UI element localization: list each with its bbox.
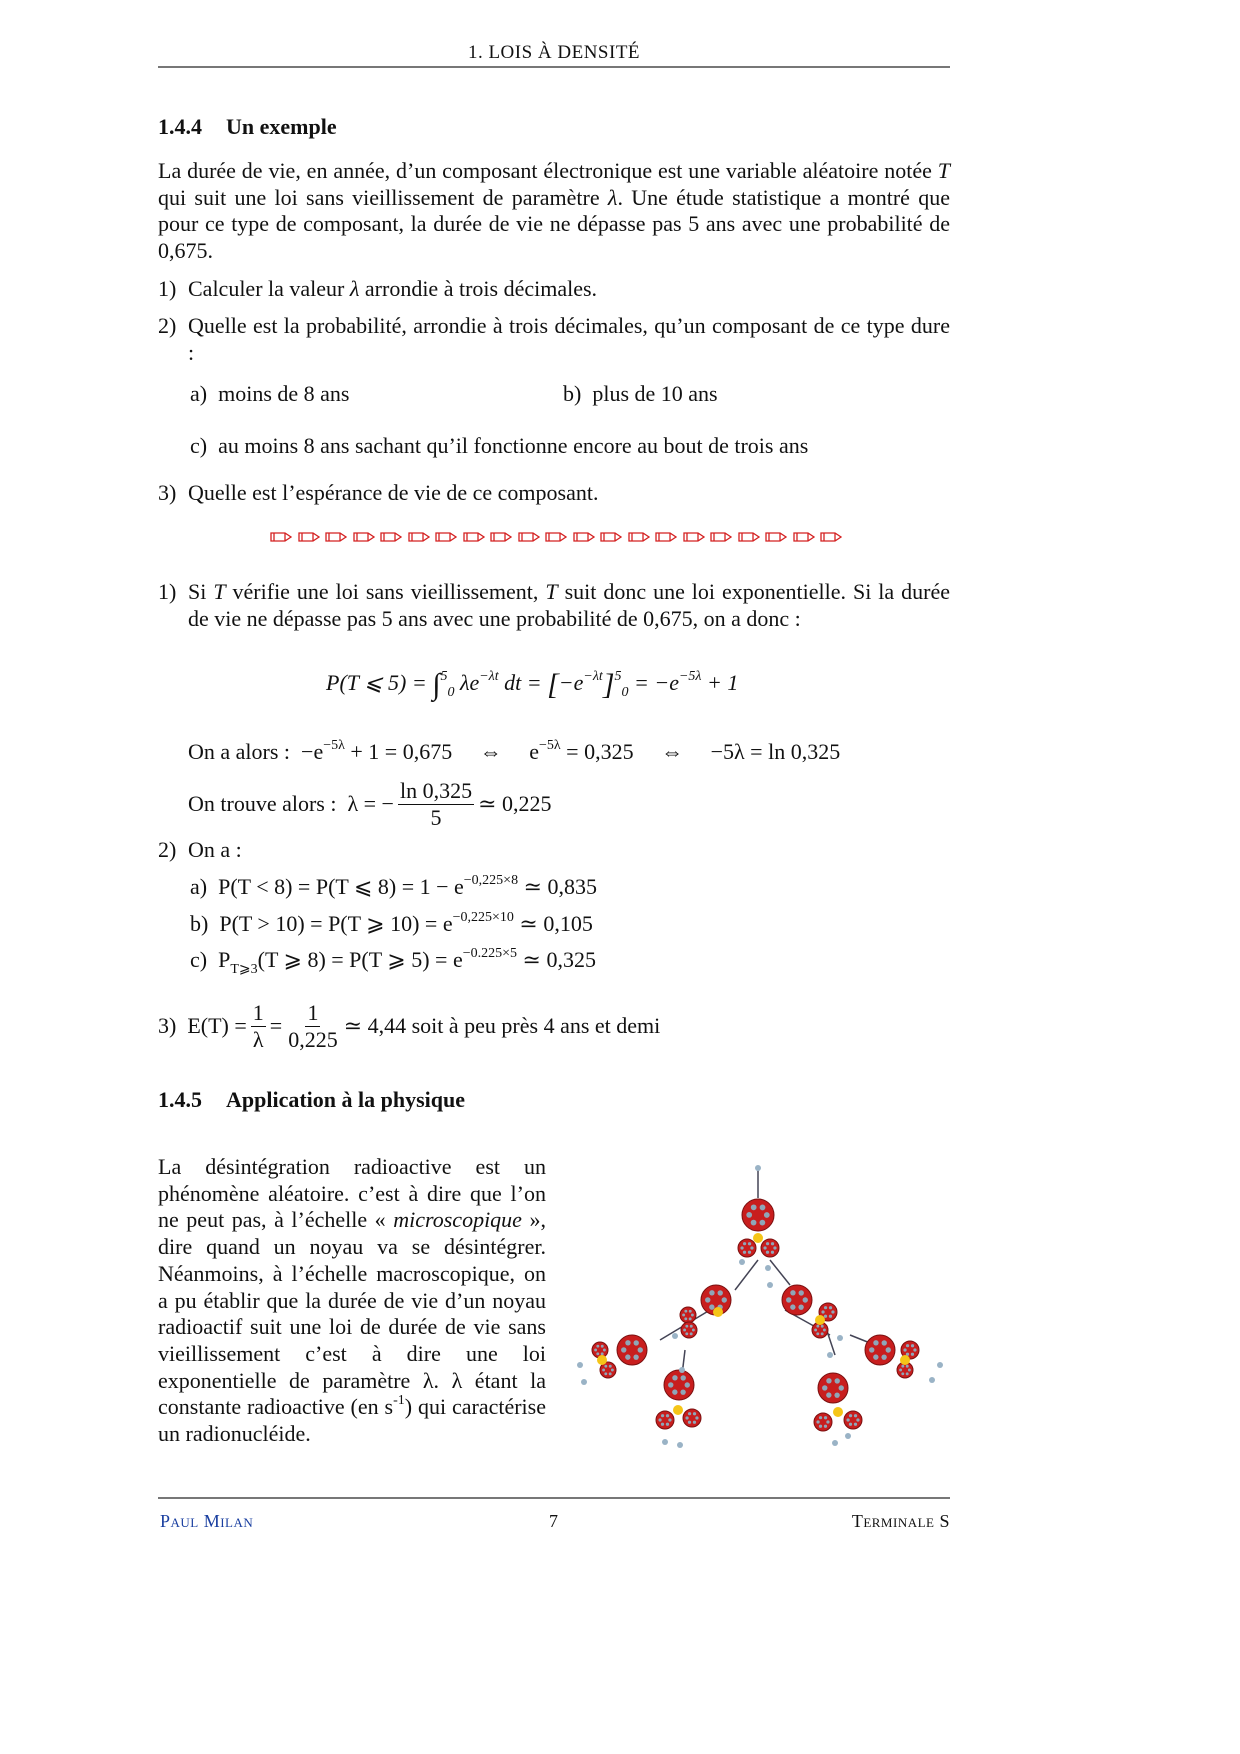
header-rule [158,66,950,68]
neutron-dot [763,1246,766,1249]
neutron-dot [913,1348,916,1351]
neutron-dot [846,1418,849,1421]
question-1: 1) Calculer la valeur λ arrondie à trois décimales. [158,276,598,301]
neutron-dot [854,1423,857,1426]
neutron-dot [790,1304,795,1309]
neutron-dot [881,1354,886,1359]
neutron [581,1379,587,1385]
neutron-dot [722,1297,727,1302]
neutron-dot [684,1310,687,1313]
neutron [765,1265,771,1271]
neutron-dot [826,1392,831,1397]
neutron-dot [908,1369,911,1372]
neutron-dot [799,1290,804,1295]
footer-class: Terminale S [851,1511,950,1531]
neutron-dot [854,1414,857,1417]
section-heading-example: 1.4.4 Un exemple [158,114,337,139]
neutron [739,1259,745,1265]
neutron-dot [681,1375,686,1380]
neutron [767,1282,773,1288]
neutron-dot [621,1347,626,1352]
neutron-dot [759,1220,765,1226]
neutron-dot [688,1421,691,1424]
fission-flash [713,1307,723,1317]
neutron-dot [798,1304,803,1309]
pencil-icon [463,531,485,543]
neutron-dot [740,1246,743,1249]
neutron-dot [882,1340,887,1345]
question-2b: b) plus de 10 ans [563,381,718,406]
solution-2c: c) $P_{T⩾3}(T$ ⩾ 8) = P(T ⩾ $5) = e^{-0.225\times 5}$ ≃ 0,325 [190,946,596,977]
neutron [677,1442,683,1448]
footer-author: Paul Milan [160,1511,254,1531]
neutron-dot [625,1340,630,1345]
neutron [672,1333,678,1339]
neutron-dot [751,1220,757,1226]
neutron-dot [609,1372,612,1375]
neutron [679,1367,685,1373]
neutron-dot [823,1329,826,1332]
neutron-dot [666,1423,669,1426]
pencil-icon [573,531,595,543]
neutron-dot [873,1354,878,1359]
neutron-dot [822,1385,827,1390]
neutron-dot [709,1290,714,1295]
neutron-dot [604,1372,607,1375]
neutron-dot [751,1204,757,1210]
neutron [755,1165,761,1171]
pencil-icon [298,531,320,543]
neutron-dot [750,1246,753,1249]
equation-on-a-alors: On a alors : $-e^{-5\lambda} + 1 = 0,675$ ⇔ $e^{-5\lambda} = 0,325$ ⇔ −5λ = ln 0,325 [188,738,841,764]
neutron-dot [771,1251,774,1254]
neutron-dot [869,1347,874,1352]
neutron-dot [835,1378,840,1383]
pencil-icon [353,531,375,543]
pencil-icon [490,531,512,543]
solution-2b: b) P(T > 10) = P(T ⩾ $10) = e^{-0,225\times 10}$ ≃ 0,105 [190,910,593,936]
neutron-dot [814,1329,817,1332]
neutron-dot [695,1416,698,1419]
neutron-dot [821,1325,824,1328]
neutron-dot [821,1310,824,1313]
neutron [827,1352,833,1358]
pencil-icon [738,531,760,543]
neutron-dot [911,1353,914,1356]
neutron-dot [826,1378,831,1383]
neutron [845,1433,851,1439]
neutron-dot [668,1382,673,1387]
neutron-dot [819,1416,822,1419]
neutron-dot [604,1365,607,1368]
neutron-dot [911,1344,914,1347]
neutron-dot [886,1347,891,1352]
neutron-dot [709,1304,714,1309]
neutron-dot [764,1212,770,1218]
neutron-dot [786,1297,791,1302]
neutron-dot [766,1242,769,1245]
question-2: 2) Quelle est la probabilité, arrondie à trois décimales, qu’un composant de ce type dure : [158,313,950,365]
pencil-divider [270,531,842,543]
neutron-dot [816,1332,819,1335]
pencil-icon [710,531,732,543]
neutron-dot [666,1414,669,1417]
pencil-icon [820,531,842,543]
neutron-dot [594,1349,597,1352]
intro-paragraph: La durée de vie, en année, d’un composant électronique est une variable aléatoire notée T qui suit une loi sans vieillissement de paramètre λ. Une étude statistique a montré que pour ce type de composant, la durée de vie ne dépasse pas 5 ans avec une probabilité de 0,675. [158,158,950,264]
neutron-dot [824,1416,827,1419]
pencil-icon [655,531,677,543]
neutron-dot [899,1369,902,1372]
neutron-dot [771,1242,774,1245]
neutron-dot [718,1290,723,1295]
neutron-dot [603,1349,606,1352]
section-heading-physique: 1.4.5 Application à la physique [158,1087,466,1112]
neutron [929,1377,935,1383]
neutron-dot [661,1414,664,1417]
trajectory-line [770,1260,790,1285]
neutron-dot [901,1372,904,1375]
neutron-dot [689,1310,692,1313]
neutron-dot [790,1290,795,1295]
neutron-dot [903,1348,906,1351]
footer-page-number: 7 [549,1511,559,1531]
neutron-dot [692,1329,695,1332]
neutron-dot [638,1347,643,1352]
neutron-dot [826,1420,829,1423]
neutron-dot [873,1340,878,1345]
integral-equation: P(T ⩽ 5) = ∫$^5_0$ $\lambda e^{-\lambda t}$ dt = $[-e^{-\lambda t}]^5_0 = -e^{-5\lambda} + 1$ [326,668,739,701]
neutron-dot [824,1306,827,1309]
neutron-dot [856,1418,859,1421]
nuclear-fission-illustration [570,1160,950,1455]
neutron-dot [633,1354,638,1359]
neutron-dot [829,1315,832,1318]
solution-2: 2) On a : [158,837,242,862]
fission-flash [900,1355,910,1365]
neutron-dot [906,1344,909,1347]
neutron-dot [691,1314,694,1317]
neutron [837,1335,843,1341]
question-2c: c) au moins 8 ans sachant qu’il fonctionne encore au bout de trois ans [190,433,809,458]
neutron-dot [688,1412,691,1415]
fission-flash [815,1315,825,1325]
neutron-dot [596,1352,599,1355]
neutron-dot [609,1365,612,1368]
neutron-dot [668,1418,671,1421]
neutron-dot [821,1332,824,1335]
neutron-dot [743,1251,746,1254]
question-3: 3) Quelle est l’espérance de vie de ce composant. [158,480,599,505]
neutron-dot [661,1423,664,1426]
running-header: 1. LOIS À DENSITÉ [467,42,641,63]
pencil-icon [628,531,650,543]
neutron [937,1362,943,1368]
pencil-icon [683,531,705,543]
neutron-dot [849,1423,852,1426]
neutron-dot [596,1345,599,1348]
neutron-dot [693,1412,696,1415]
neutron-dot [773,1246,776,1249]
pencil-icon [380,531,402,543]
neutron-dot [683,1329,686,1332]
neutron-dot [658,1418,661,1421]
neutron-dot [829,1306,832,1309]
neutron-dot [684,1317,687,1320]
neutron-dot [748,1251,751,1254]
neutron-dot [834,1392,839,1397]
neutron-dot [816,1325,819,1328]
neutron-dot [748,1242,751,1245]
neutron-dot [690,1332,693,1335]
footer-rule [158,1497,950,1499]
pencil-icon [765,531,787,543]
neutron-dot [601,1345,604,1348]
neutron-dot [625,1354,630,1359]
physique-paragraph: La désintégration radioactive est un phénomène aléatoire. c’est à dire que l’on ne peut pas, à l’échelle « microscopique », dire quand un noyau va se désintégrer. Néanmoins, à l’échelle macroscopique, on a pu établir que la durée de vie d’un noyau radioactif suit une loi de durée de vie sans vieillissement c’est à dire une loi exponentielle de paramètre λ. λ étant la constante radioactive (en $s^{-1}$) qui caractérise un radionucléide. [158,1154,546,1447]
neutron-dot [824,1315,827,1318]
neutron-dot [831,1310,834,1313]
neutron-dot [766,1251,769,1254]
neutron-dot [824,1425,827,1428]
fission-flash [753,1233,763,1243]
neutron-dot [690,1325,693,1328]
neutron-dot [839,1385,844,1390]
neutron-dot [685,1325,688,1328]
neutron-dot [611,1369,614,1372]
neutron-dot [819,1425,822,1428]
question-2a: a) moins de 8 ans [190,381,350,406]
pencil-icon [545,531,567,543]
pencil-icon [408,531,430,543]
neutron-dot [901,1365,904,1368]
pencil-icon [270,531,292,543]
neutron-dot [906,1372,909,1375]
neutron-dot [682,1314,685,1317]
neutron-dot [743,1242,746,1245]
neutron-dot [705,1297,710,1302]
neutron-dot [760,1205,766,1211]
neutron-dot [849,1414,852,1417]
neutron-dot [906,1365,909,1368]
neutron-dot [685,1416,688,1419]
solution-3: 3) E(T) = $\frac{1}{\lambda}$ = $\frac{1}{0,225}$ ≃ 4,44 soit à peu près 4 ans et demi [158,1000,661,1052]
pencil-icon [793,531,815,543]
solution-2a: a) P(T < 8) = P(T ⩽ $8) = 1 - e^{-0,225\times 8}$ ≃ 0,835 [190,873,598,899]
equation-on-trouve: On trouve alors : λ = − $\frac{\ln 0,325}{5}$ ≃ 0,225 [188,778,552,830]
fission-flash [833,1407,843,1417]
trajectory-line [735,1260,758,1290]
neutron-dot [803,1297,808,1302]
neutron-dot [601,1352,604,1355]
pencil-icon [325,531,347,543]
pencil-icon [518,531,540,543]
neutron [577,1362,583,1368]
fission-flash [597,1355,607,1365]
neutron-dot [693,1421,696,1424]
neutron-dot [689,1317,692,1320]
neutron-dot [672,1375,677,1380]
neutron-dot [816,1420,819,1423]
neutron-dot [672,1389,677,1394]
neutron [832,1440,838,1446]
neutron-dot [634,1340,639,1345]
solution-1: 1) Si T vérifie une loi sans vieillissement, T suit donc une loi exponentielle. Si la durée de vie ne dépasse pas 5 ans avec une probabilité de 0,675, on a donc : [158,579,950,631]
neutron [662,1439,668,1445]
pencil-icon [435,531,457,543]
neutron-dot [602,1369,605,1372]
fission-flash [673,1405,683,1415]
neutron-dot [685,1382,690,1387]
neutron-dot [746,1212,752,1218]
neutron-dot [685,1332,688,1335]
pencil-icon [600,531,622,543]
neutron-dot [680,1389,685,1394]
